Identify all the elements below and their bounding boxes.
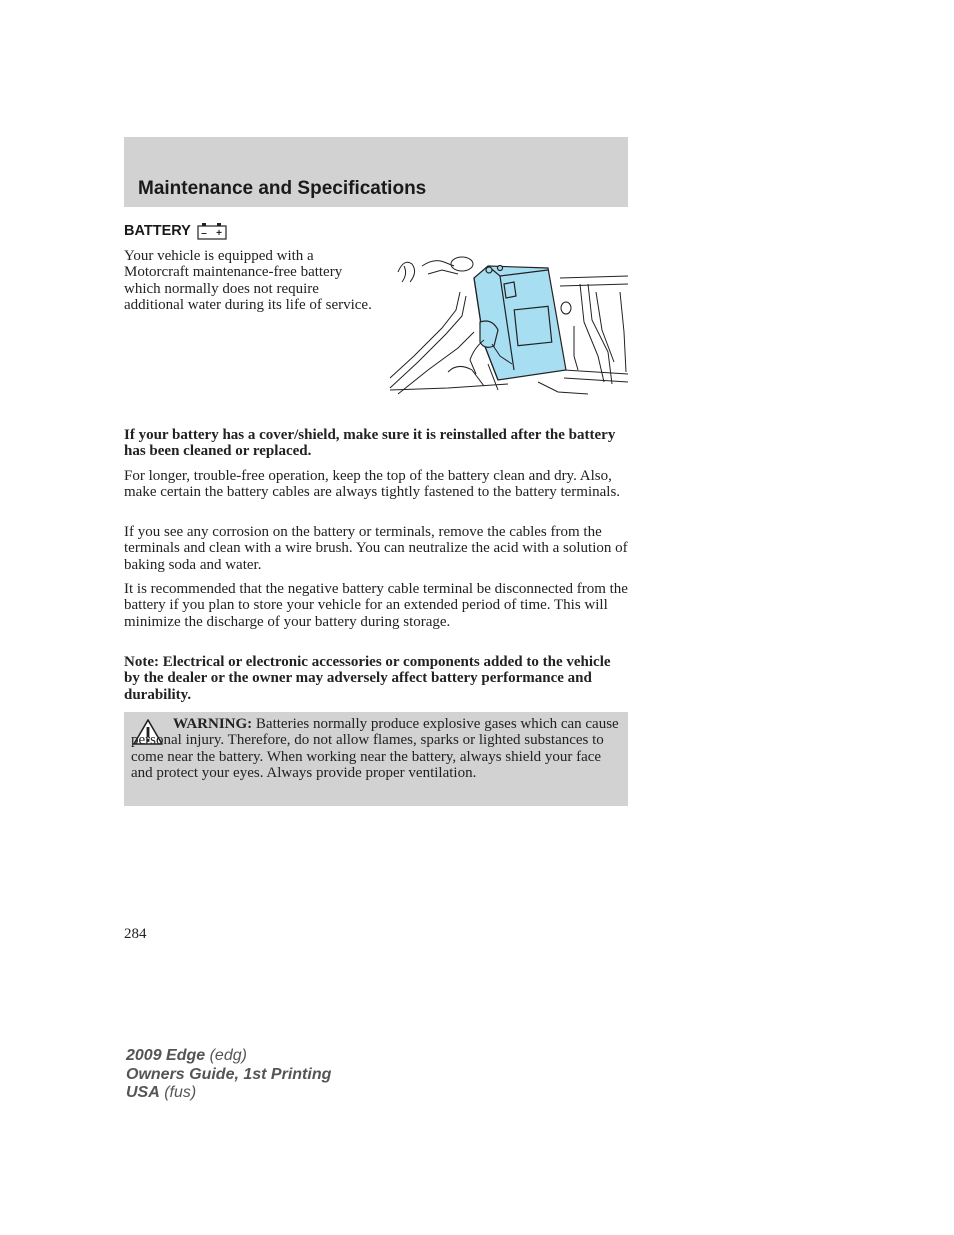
warning-box [124, 712, 628, 806]
footer-line-model [126, 1047, 331, 1066]
footer-region-code: (fus) [159, 1084, 197, 1101]
footer-guide: Owners Guide, 1st Printing [126, 1065, 332, 1083]
battery-minus-sign: – [201, 228, 207, 239]
operation-paragraph: For longer, trouble-free operation, keep the top of the battery clean and dry. Also, make certain the battery cables are always tightly fastened to the battery terminals. [124, 468, 621, 501]
footer-region: USA [126, 1084, 160, 1101]
warning-body: Batteries normally produce explosive gases which can cause personal injury. Therefore, do not allow flames, sparks or lighted substances to come near the battery. When working near the battery, always shield your face and protect your eyes. Always provide proper ventilation. [131, 716, 619, 782]
page-title: Maintenance and Specifications [138, 178, 427, 199]
footer-line-region [126, 1084, 331, 1103]
cover-shield-notice: If your battery has a cover/shield, make sure it is reinstalled after the battery has been cleaned or replaced. [124, 427, 616, 460]
footer [126, 1047, 331, 1103]
footer-line-guide [126, 1066, 331, 1085]
warning-label: WARNING: [173, 716, 253, 732]
corrosion-paragraph: If you see any corrosion on the battery or terminals, remove the cables from the terminals and clean with a wire brush. You can neutralize the acid with a solution of baking soda and water. [124, 524, 628, 573]
storage-paragraph: It is recommended that the negative battery cable terminal be disconnected from the battery if you plan to store your vehicle for an extended period of time. This will minimize the discharge of your battery during storage. [124, 581, 628, 630]
page-number: 284 [124, 926, 147, 942]
battery-symbol-icon [197, 222, 227, 240]
battery-in-engine-compartment-illustration [388, 252, 628, 396]
warning-text [131, 716, 623, 782]
battery-plus-sign: + [215, 228, 222, 239]
accessories-note: Note: Electrical or electronic accessories or components added to the vehicle by the dealer or the owner may adversely affect battery performance and durability. [124, 654, 611, 703]
battery-intro-text: Your vehicle is equipped with a Motorcraft maintenance-free battery which normally does not require additional water during its life of service. [124, 248, 372, 314]
battery-heading [124, 222, 227, 240]
battery-heading-label: BATTERY [124, 223, 191, 239]
footer-model: 2009 Edge [126, 1047, 206, 1064]
footer-model-code: (edg) [205, 1047, 247, 1064]
